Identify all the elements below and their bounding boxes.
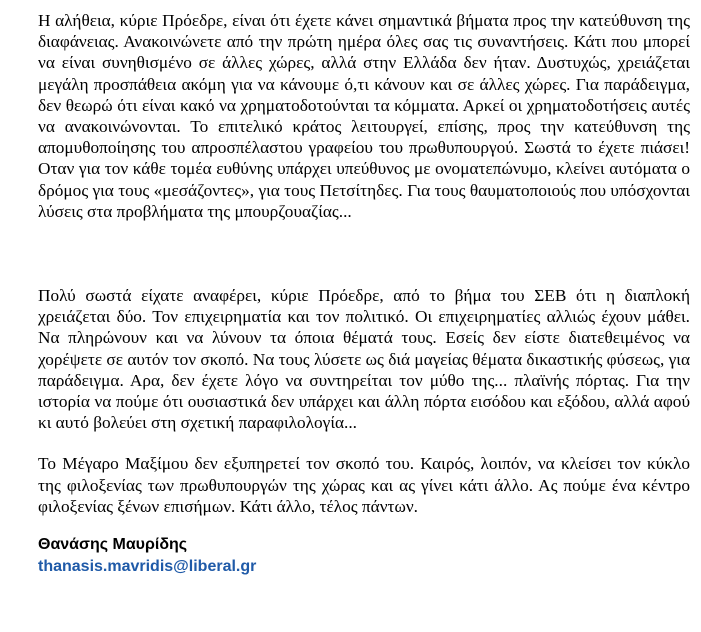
- paragraph-3: Το Μέγαρο Μαξίμου δεν εξυπηρετεί τον σκοπό του. Καιρός, λοιπόν, να κλείσει τον κύκλο της φιλοξενίας των πρωθυπουργών της χώρας και ας γίνει κάτι άλλο. Ας πούμε ένα κέντρο φιλοξενίας ξένων επισήμων. Κάτι άλλο, τέλος πάντων.: [38, 454, 690, 516]
- paragraph-2: Πολύ σωστά είχατε αναφέρει, κύριε Πρόεδρε, από το βήμα του ΣΕΒ ότι η διαπλοκή χρειάζεται δύο. Τον επιχειρηματία και τον πολιτικό. Οι επιχειρηματίες αλλιώς έχουν μάθει. Να πληρώνουν και να λύνουν τα όποια θέματά τους. Εσείς δεν είστε διατεθειμένος να χορέψετε σε αυτόν τον σκοπό. Να τους λύσετε ως διά μαγείας θέματα δικαστικής φύσεως, για παράδειγμα. Αρα, δεν έχετε λόγο να συντηρείται τον μύθο της... πλαϊνής πόρτας. Για την ιστορία να πούμε ότι ουσιαστικά δεν υπάρχει και άλλη πόρτα εισόδου και εξόδου, αλλά αφού κι αυτό βολεύει στη σχετική παραφιλολογία...: [38, 286, 690, 433]
- author-name: Θανάσης Μαυρίδης: [38, 536, 188, 554]
- article-body: [38, 10, 690, 578]
- paragraph-1: Η αλήθεια, κύριε Πρόεδρε, είναι ότι έχετε κάνει σημαντικά βήματα προς την κατεύθυνση της διαφάνειας. Ανακοινώνετε από την πρώτη ημέρα όλες σας τις συναντήσεις. Κάτι που μπορεί να είναι συνηθισμένο σε άλλες χώρες, αλλά στην Ελλάδα δεν ήταν. Δυστυχώς, χρειάζεται μεγάλη προσπάθεια ακόμη για να κάνουμε ό,τι κάνουν και σε άλλες χώρες. Για παράδειγμα, δεν θεωρώ ότι είναι κακό να χρηματοδοτούνται τα κόμματα. Αρκεί οι χρηματοδοτήσεις αυτές να ανακοινώνονται. Το επιτελικό κράτος λειτουργεί, επίσης, προς την κατεύθυνση της απομυθοποίησης του απροσπέλαστου γραφείου του πρωθυπουργού. Σωστά το έχετε πιάσει! Οταν για τον κάθε τομέα ευθύνης υπάρχει υπεύθυνος με ονοματεπώνυμο, κλείνει αυτόματα ο δρόμος για τους «μεσάζοντες», για τους Πετσίτηδες. Για τους θαυματοποιούς που υπόσχονται λύσεις στα προβλήματα της μπουρζουαζίας...: [38, 11, 690, 221]
- author-email-link[interactable]: thanasis.mavridis@liberal.gr: [38, 558, 257, 576]
